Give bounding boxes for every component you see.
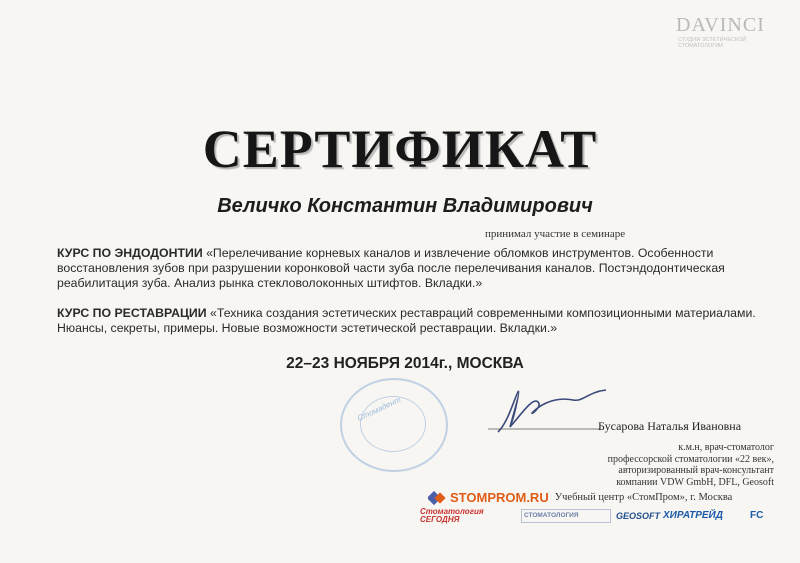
stamp-seal bbox=[340, 378, 448, 472]
course-endodontics-title: КУРС ПО ЭНДОДОНТИИ bbox=[57, 246, 203, 260]
partner-logo-hiratreid: ХИРАТРЕЙД bbox=[663, 510, 723, 521]
partner-logo-stomatologia: СТОМАТОЛОГИЯ bbox=[521, 509, 611, 523]
course-restoration bbox=[57, 306, 757, 336]
course-restoration-description: «Техника создания эстетических реставраций современными композиционными материалами. Нюансы, секреты, примеры. Новые возможности эстетической реставрации. Вкладки.» bbox=[57, 306, 756, 335]
certificate-title: СЕРТИФИКАТ bbox=[202, 119, 598, 179]
course-endodontics bbox=[57, 246, 757, 291]
davinci-logo bbox=[676, 14, 786, 49]
credential-line: авторизированный врач-консультант bbox=[618, 465, 774, 476]
training-center: Учебный центр «СтомПром», г. Москва bbox=[554, 492, 733, 503]
signer-name: Бусарова Наталья Ивановна bbox=[598, 419, 742, 433]
partner-logo-stomatologia-segodnya: Стоматология СЕГОДНЯ bbox=[420, 507, 484, 524]
event-dates: 22–23 НОЯБРЯ 2014г., МОСКВА bbox=[286, 355, 524, 372]
participation-note: принимал участие в семинаре bbox=[485, 228, 626, 240]
stamp-text: Стомадент bbox=[355, 395, 403, 424]
course-restoration-title: КУРС ПО РЕСТАВРАЦИИ bbox=[57, 306, 207, 320]
credential-line: к.м.н, врач-стоматолог bbox=[678, 442, 774, 453]
signer-credentials bbox=[500, 442, 774, 488]
course-endodontics-description: «Перелечивание корневых каналов и извлечение обломков инструментов. Особенности восстановления зубов при разрушении коронковой части зуба после перелечивания каналов. Постэндодонтическая реабилитация зуба. Анализ рынка стекловолоконных штифтов. Вкладки.» bbox=[57, 246, 725, 290]
credential-line: компании VDW GmbH, DFL, Geosoft bbox=[616, 476, 774, 488]
sponsor-row bbox=[428, 490, 732, 505]
partner-logo-fc: FC bbox=[750, 510, 764, 521]
stomprom-logo-icon bbox=[428, 491, 446, 505]
partner-logos bbox=[420, 508, 766, 524]
credential-line: профессорской стоматологии «22 век», bbox=[607, 453, 774, 465]
partner-logo-geosoft: GEOSOFT bbox=[616, 511, 661, 521]
brand-name: DAVINCI bbox=[676, 14, 765, 36]
stomprom-brand: STOMPROM.RU bbox=[450, 490, 549, 505]
recipient-name: Величко Константин Владимирович bbox=[217, 195, 593, 217]
brand-subtitle: СТУДИЯ ЭСТЕТИЧЕСКОЙ СТОМАТОЛОГИИ bbox=[678, 37, 747, 49]
